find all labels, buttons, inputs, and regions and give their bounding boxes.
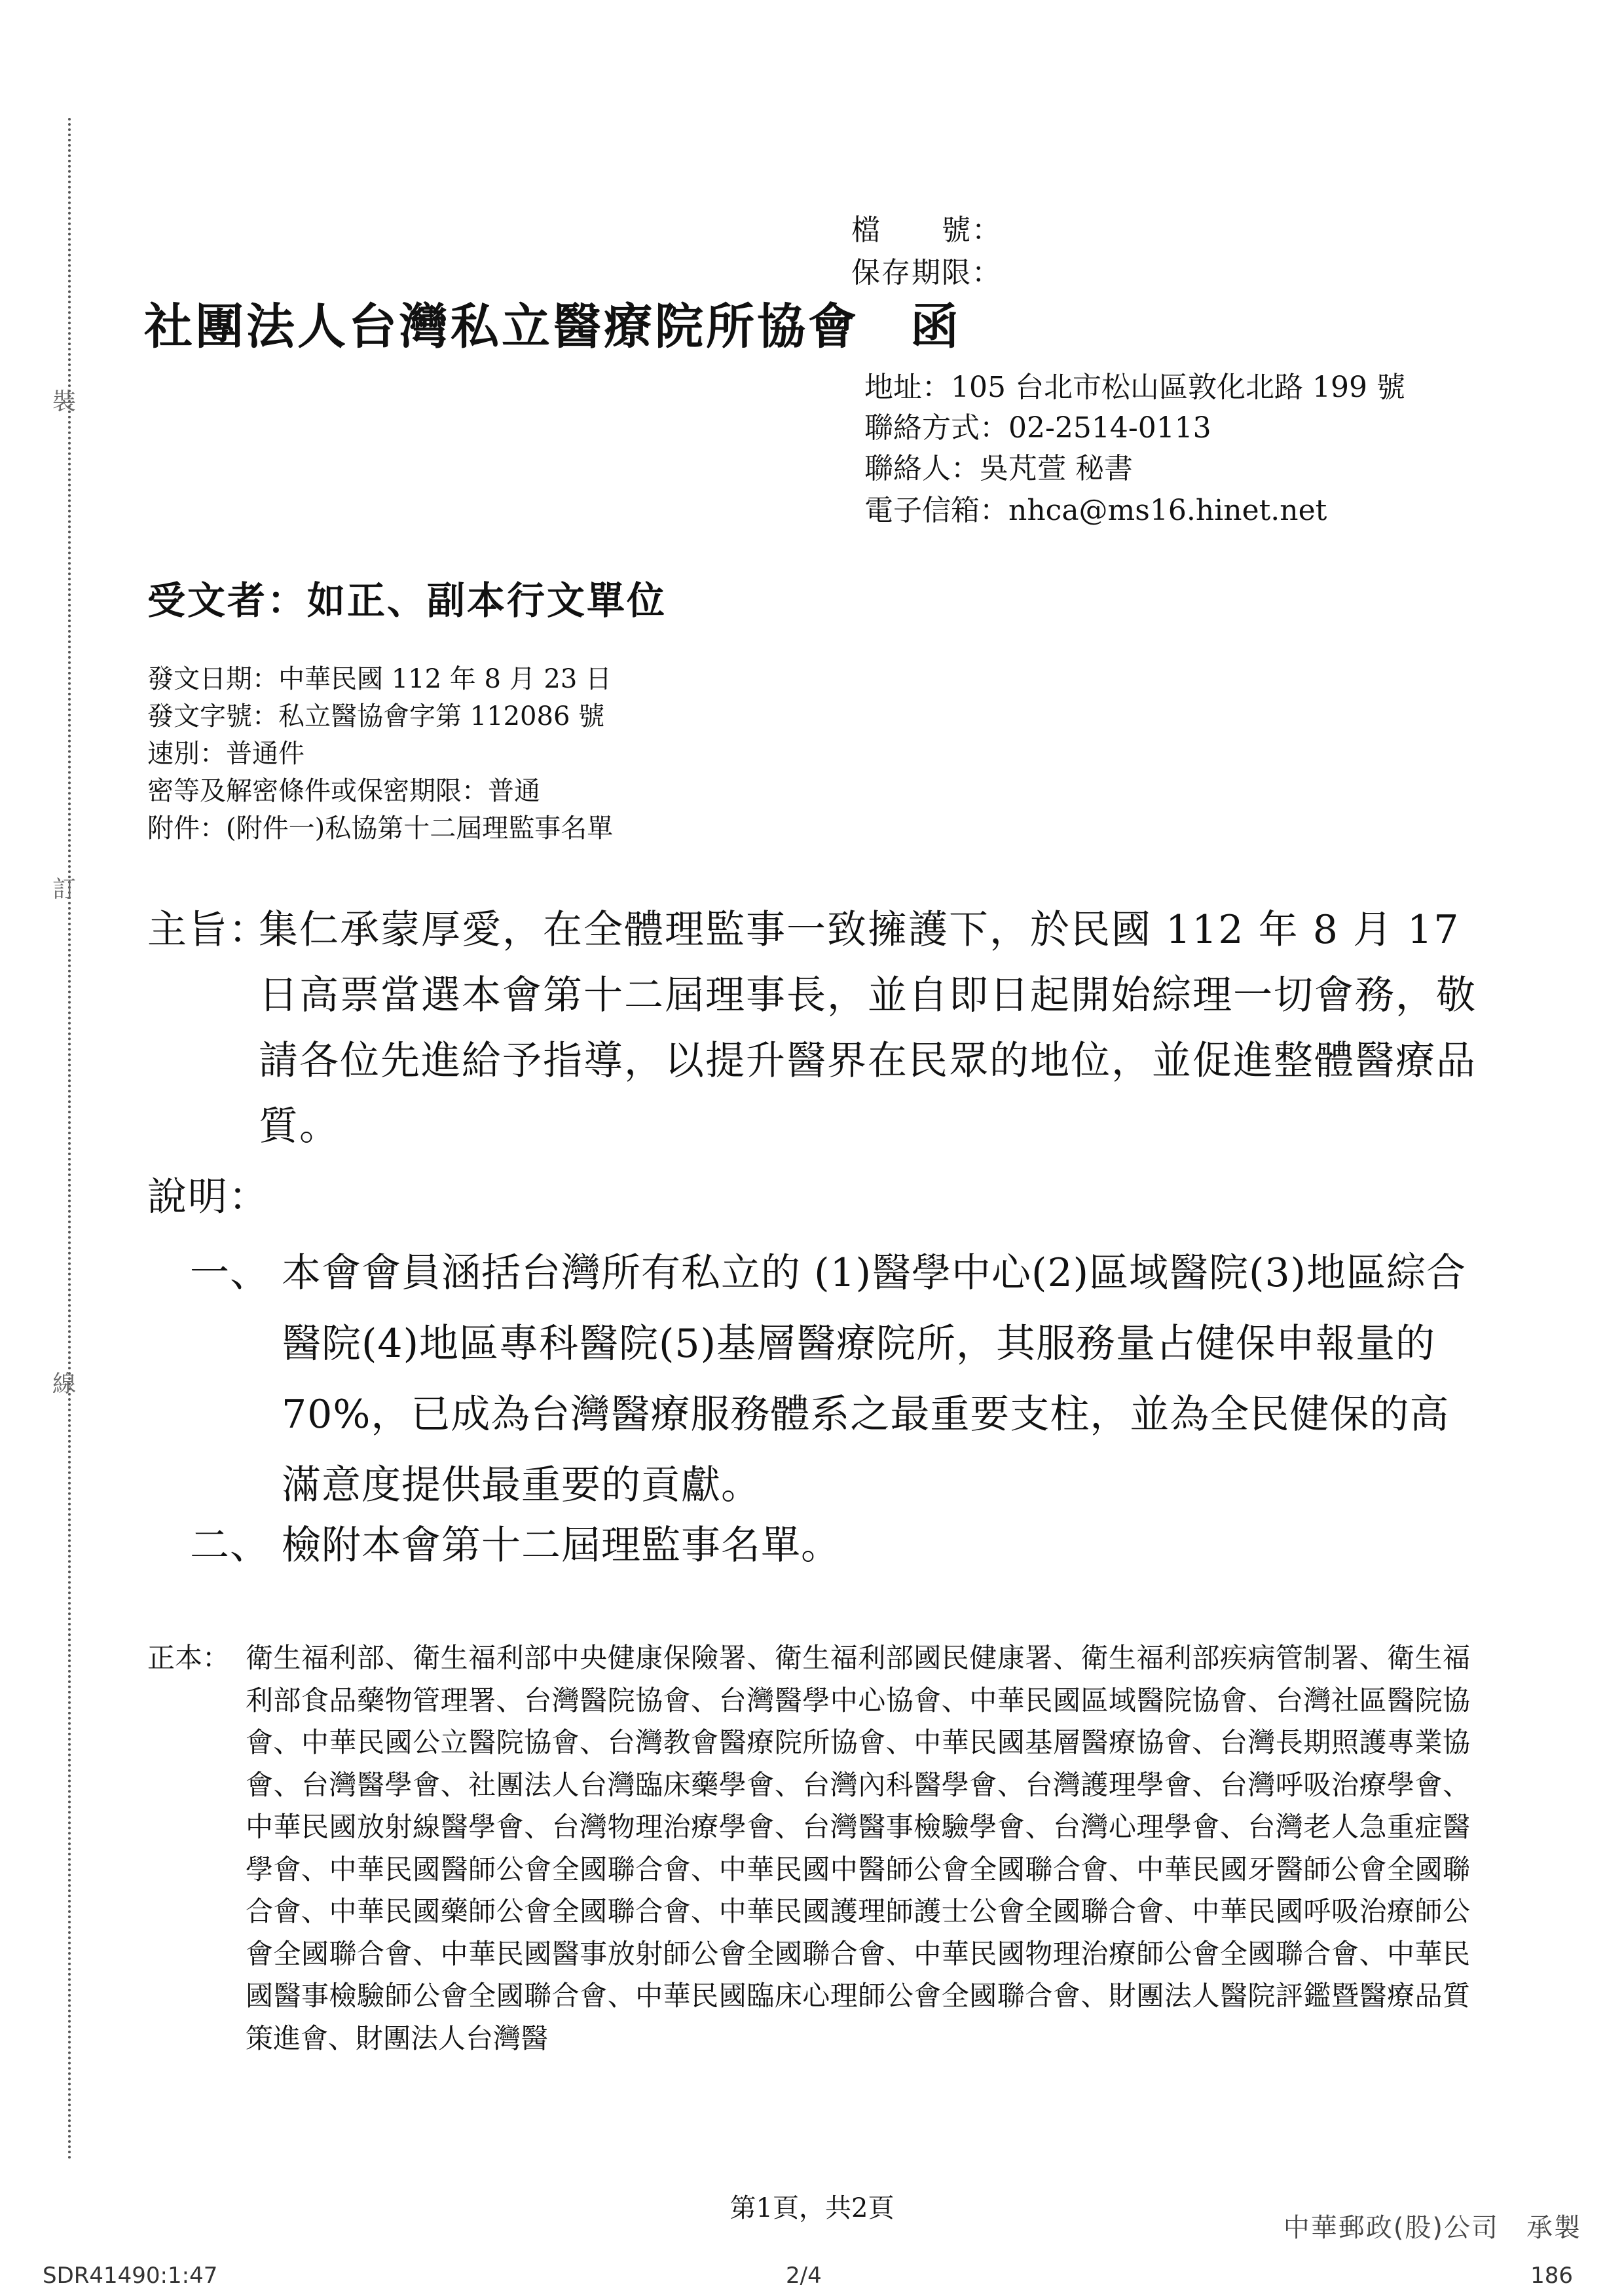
explanation-item-2 xyxy=(190,1510,1483,1581)
file-number-label: 檔 號： xyxy=(851,213,1002,247)
explanation-item-1 xyxy=(190,1238,1483,1521)
subject-body: 集仁承蒙厚愛，在全體理監事一致擁護下，於民國 112 年 8 月 17 日高票當選本會第十二屆理事長，並自即日起開始綜理一切會務，敬請各位先進給予指導，以提升醫界在民眾的地位，並促進整體醫療品質。 xyxy=(259,907,1477,1149)
contact-address: 地址：105 台北市松山區敦化北路 199 號 xyxy=(864,371,1405,404)
item-number: 二、 xyxy=(190,1523,270,1568)
contact-phone: 聯絡方式：02-2514-0113 xyxy=(864,411,1211,445)
subject-label: 主旨： xyxy=(147,907,269,953)
explanation-label: 說明： xyxy=(147,1174,269,1220)
distribution-label: 正本： xyxy=(147,1642,231,1674)
scan-code: SDR41490:1:47 xyxy=(43,2263,218,2289)
item-body: 本會會員涵括台灣所有私立的 (1)醫學中心(2)區域醫院(3)地區綜合醫院(4)地區專科醫院(5)基層醫療院所，其服務量占健保申報量的 70%，已成為台灣醫療服務體系之最重要支柱，並為全民健保的高滿意度提供最重要的貢獻。 xyxy=(282,1250,1467,1508)
distribution-list xyxy=(147,1637,1470,2060)
contact-person: 聯絡人：吳芃萱 秘書 xyxy=(864,452,1133,485)
item-number: 一、 xyxy=(190,1250,270,1296)
scan-page-count: 2/4 xyxy=(786,2263,822,2289)
recipient: 受文者：如正、副本行文單位 xyxy=(147,578,667,623)
sheet-number: 186 xyxy=(1530,2263,1573,2289)
retention-period-label: 保存期限： xyxy=(851,256,1002,289)
binding-char-3: 線 xyxy=(52,1371,77,1398)
attachment: 附件：(附件一)私協第十二屆理監事名單 xyxy=(147,813,614,843)
binding-char-1: 裝 xyxy=(52,388,77,415)
subject-section xyxy=(147,897,1483,1159)
issue-date: 發文日期：中華民國 112 年 8 月 23 日 xyxy=(147,664,612,694)
secrecy-level: 密等及解密條件或保密期限：普通 xyxy=(147,776,540,806)
binding-dotted-line xyxy=(68,118,71,2161)
document-number: 發文字號：私立醫協會字第 112086 號 xyxy=(147,701,605,731)
contact-email: 電子信箱：nhca@ms16.hinet.net xyxy=(864,494,1327,527)
organization-title: 社團法人台灣私立醫療院所協會 函 xyxy=(144,299,961,355)
distribution-body: 衛生福利部、衛生福利部中央健康保險署、衛生福利部國民健康署、衛生福利部疾病管制署、衛生福利部食品藥物管理署、台灣醫院協會、台灣醫學中心協會、中華民國區域醫院協會、台灣社區醫院協會、中華民國公立醫院協會、台灣教會醫療院所協會、中華民國基層醫療協會、台灣長期照護專業協會、台灣醫學會、社團法人台灣臨床藥學會、台灣內科醫學會、台灣護理學會、台灣呼吸治療學會、中華民國放射線醫學會、台灣物理治療學會、台灣醫事檢驗學會、台灣心理學會、台灣老人急重症醫學會、中華民國醫師公會全國聯合會、中華民國中醫師公會全國聯合會、中華民國牙醫師公會全國聯合會、中華民國藥師公會全國聯合會、中華民國護理師護士公會全國聯合會、中華民國呼吸治療師公會全國聯合會、中華民國醫事放射師公會全國聯合會、中華民國物理治療師公會全國聯合會、中華民國醫事檢驗師公會全國聯合會、中華民國臨床心理師公會全國聯合會、財團法人醫院評鑑暨醫療品質策進會、財團法人台灣醫 xyxy=(246,1642,1470,2054)
item-body: 檢附本會第十二屆理監事名單。 xyxy=(282,1523,841,1568)
page-indicator: 第1頁，共2頁 xyxy=(729,2193,895,2223)
delivery-speed: 速別：普通件 xyxy=(147,739,304,769)
binding-char-2: 訂 xyxy=(52,876,77,903)
printer-credit: 中華郵政(股)公司 承製 xyxy=(1283,2213,1581,2243)
